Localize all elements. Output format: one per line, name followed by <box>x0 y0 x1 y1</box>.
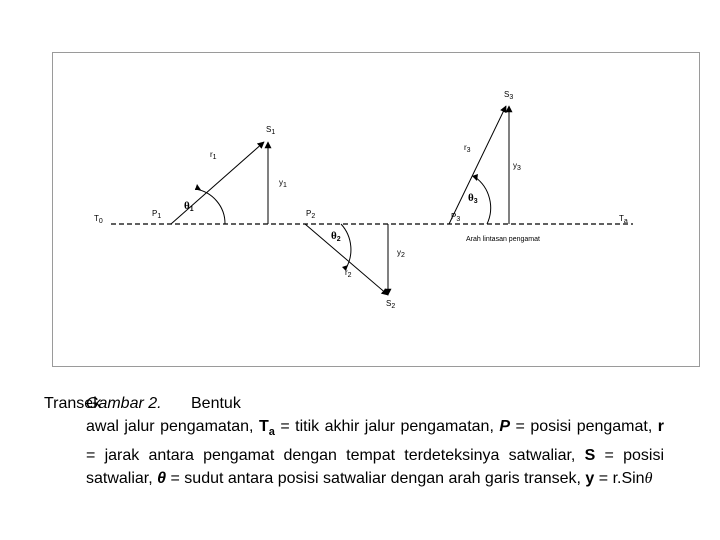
caption-transek: Transek <box>44 395 102 412</box>
theta1-arc <box>195 189 225 224</box>
label-y1: y1 <box>279 178 287 189</box>
label-t0: T0 <box>94 214 103 225</box>
figure-caption <box>44 392 664 490</box>
label-r3: r3 <box>464 143 471 154</box>
label-p3: P3 <box>451 212 461 223</box>
caption-head <box>44 392 664 415</box>
label-r2: r2 <box>345 268 352 279</box>
label-ta: Ta <box>619 214 628 225</box>
caption-bentuk: Bentuk <box>191 395 241 412</box>
caption-body: awal jalur pengamatan, $T_a$ = titik akhir jalur pengamatan, P = posisi pengamat, r = jarak antara pengamat dengan tempat terdeteksinya satwaliar, S = posisi satwaliar, θ = sudut antara posisi satwaliar dengan arah garis transek, y = r.Sinθ <box>86 418 665 488</box>
label-s1: S1 <box>266 125 276 136</box>
theta1-arrowhead <box>195 184 201 190</box>
theta2-arc <box>341 224 351 270</box>
label-s3: S3 <box>504 90 514 101</box>
r2-line <box>305 224 388 295</box>
transect-diagram <box>53 53 701 368</box>
label-theta3: θ3 <box>468 192 478 205</box>
label-p1: P1 <box>152 209 162 220</box>
label-r1: r1 <box>210 150 217 161</box>
label-s2: S2 <box>386 299 396 310</box>
label-p2: P2 <box>306 209 316 220</box>
r3-line <box>449 106 506 224</box>
caption-figure-number: Gambar 2. <box>86 395 162 412</box>
caption-ta-symbol: $T_a$ <box>258 418 275 439</box>
label-theta2: θ2 <box>331 230 341 243</box>
label-theta1: θ1 <box>184 200 194 213</box>
label-y2: y2 <box>397 248 405 259</box>
label-y3: y3 <box>513 161 521 172</box>
diagram-frame <box>52 52 700 367</box>
label-route: Arah lintasan pengamat <box>466 236 540 243</box>
